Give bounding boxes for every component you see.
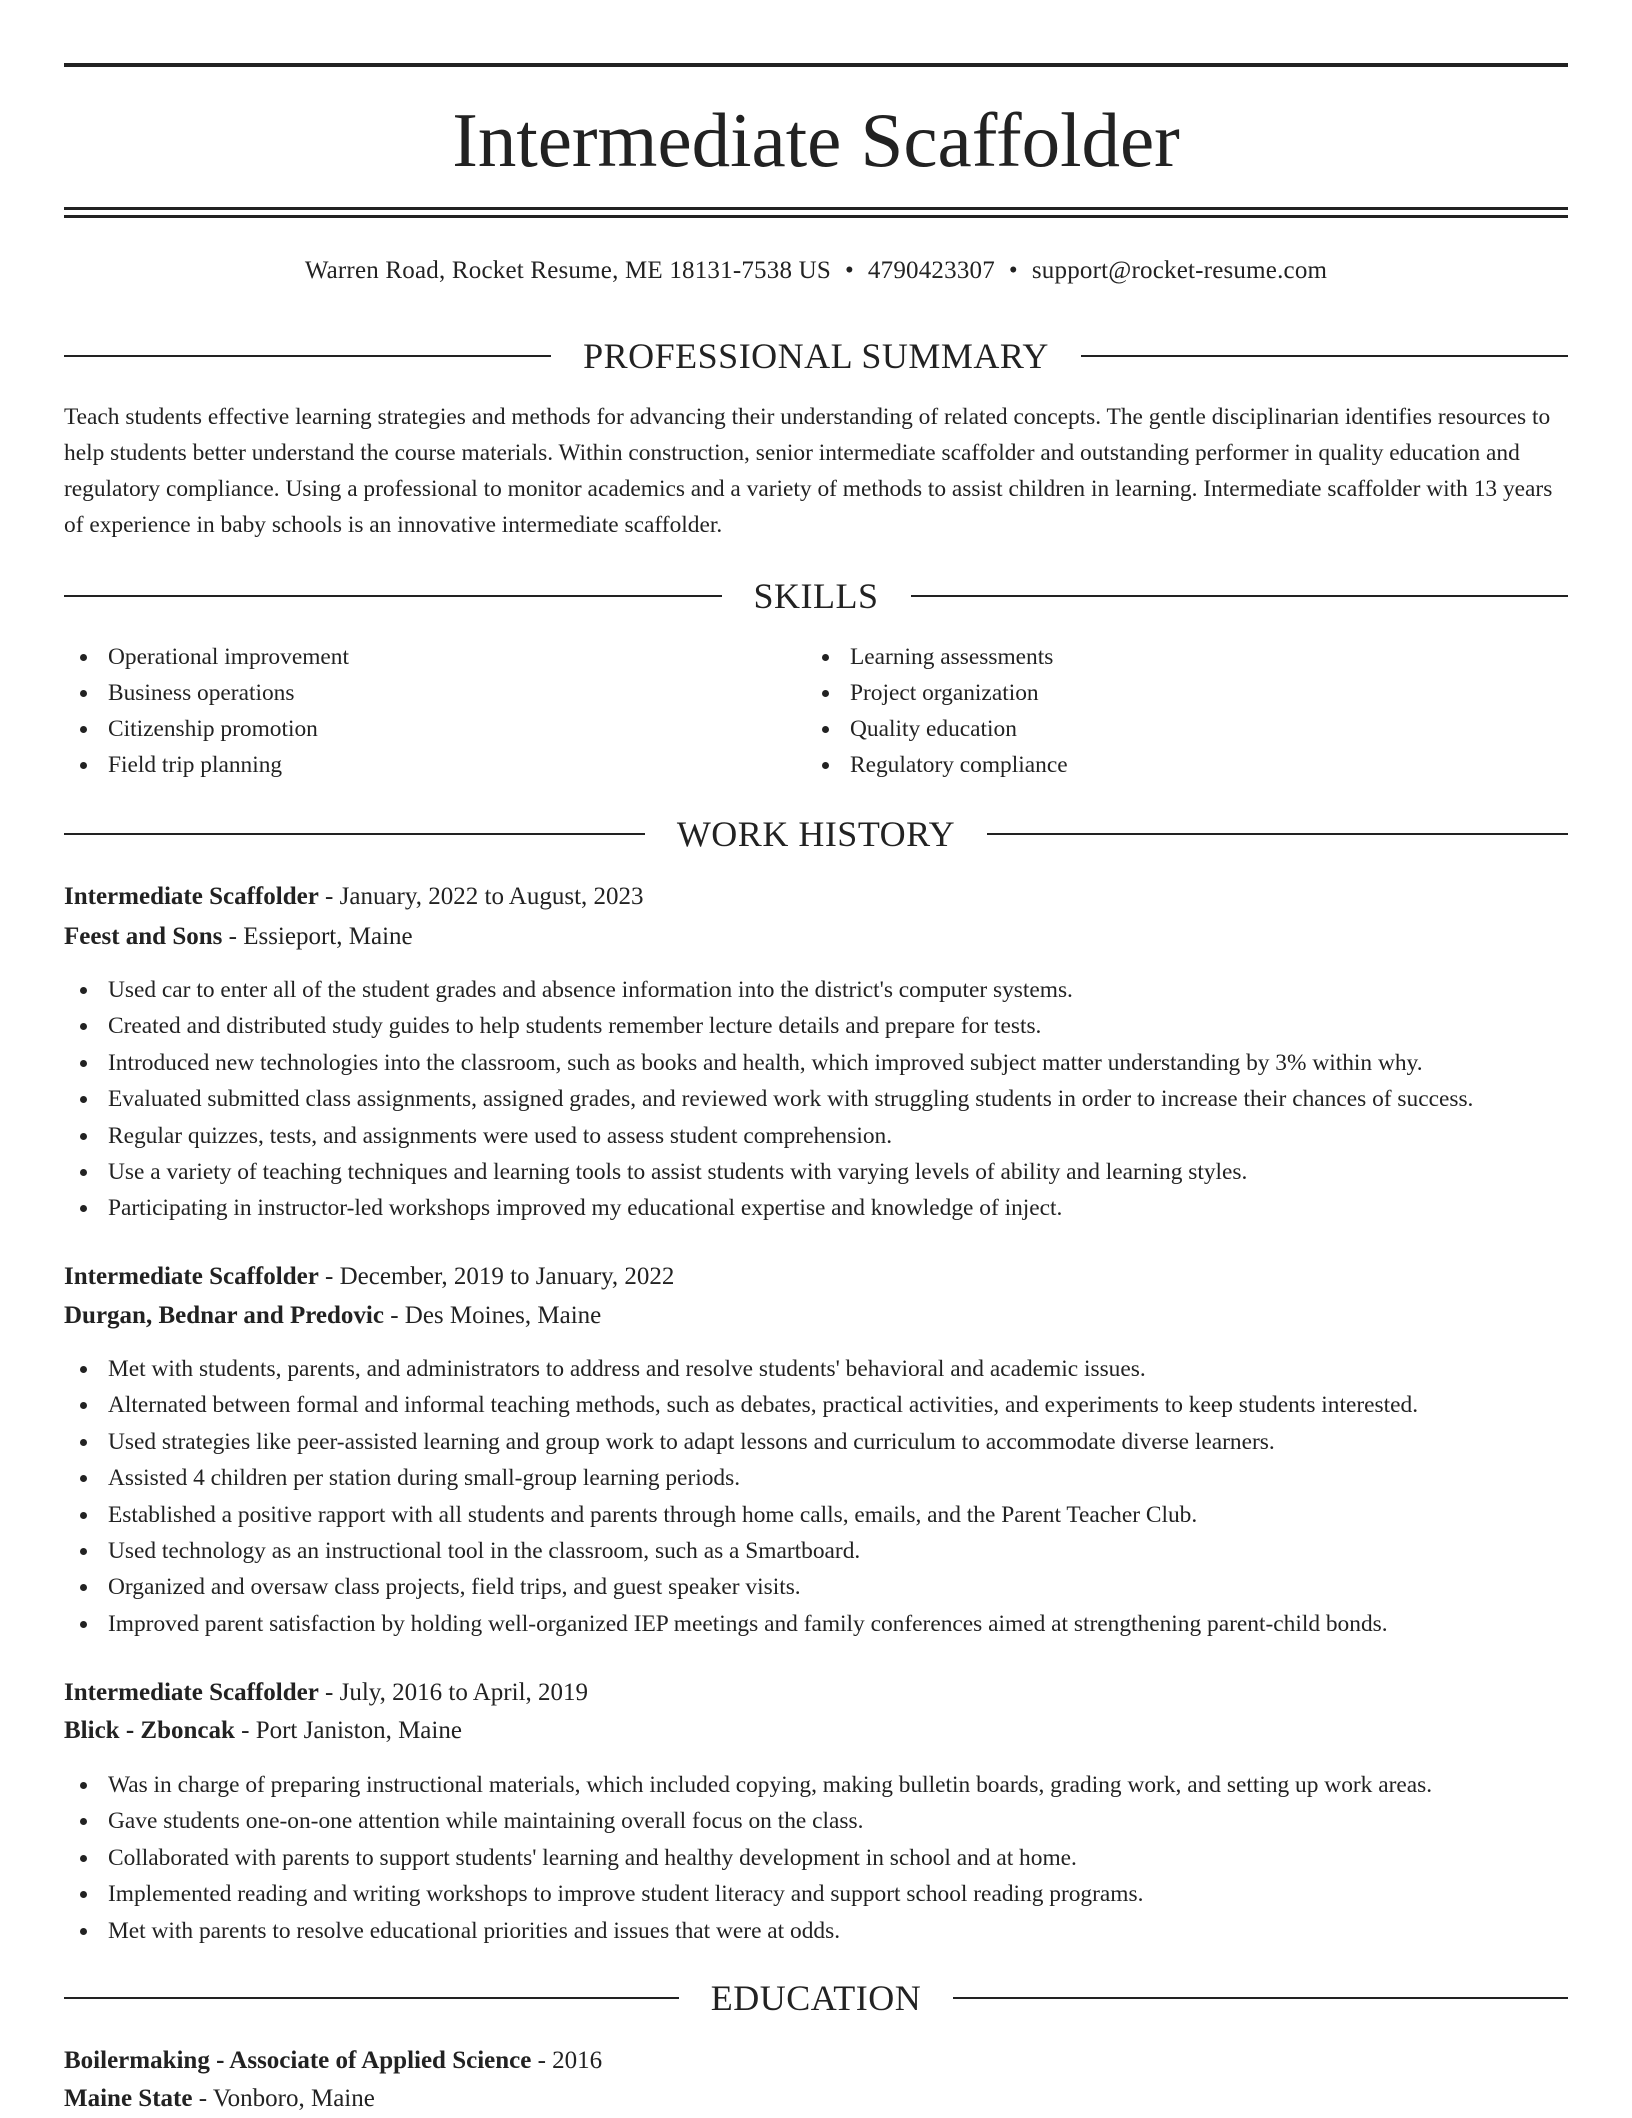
degree-line	[64, 2042, 1568, 2080]
job-bullet: Alternated between formal and informal teaching methods, such as debates, practical activities, and experiments to keep students interested.	[64, 1387, 1568, 1423]
skills-list-right	[806, 639, 1506, 783]
school-name: Maine State	[64, 2085, 193, 2112]
skills-heading	[64, 574, 1568, 618]
name-rule-upper	[64, 207, 1568, 210]
work-history-heading	[64, 812, 1568, 856]
job-title-line	[64, 1674, 1568, 1712]
section-title: PROFESSIONAL SUMMARY	[583, 336, 1049, 376]
job-bullet: Was in charge of preparing instructional materials, which included copying, making bulletin boards, grading work, and setting up work areas.	[64, 1767, 1568, 1803]
phone: 4790423307	[867, 257, 995, 284]
divider-line	[953, 1997, 1568, 1999]
company-name: Blick - Zboncak	[64, 1717, 235, 1744]
job-dates: - January, 2022 to August, 2023	[318, 883, 644, 910]
job-bullet: Use a variety of teaching techniques and learning tools to assist students with varying levels of ability and learning styles.	[64, 1154, 1568, 1190]
school-line	[64, 2080, 1568, 2118]
job-bullets	[64, 972, 1568, 1227]
job-company-line	[64, 1712, 1568, 1750]
top-rule	[64, 63, 1568, 67]
job-bullet: Improved parent satisfaction by holding well-organized IEP meetings and family conferences aimed at strengthening parent-child bonds.	[64, 1606, 1568, 1642]
job-bullets	[64, 1767, 1568, 1949]
job-bullet: Met with students, parents, and administrators to address and resolve students' behavioral and academic issues.	[64, 1351, 1568, 1387]
skill-item: Operational improvement	[64, 639, 764, 675]
job-title: Intermediate Scaffolder	[64, 883, 319, 910]
job-company-line	[64, 1297, 1568, 1335]
job-bullet: Used technology as an instructional tool in the classroom, such as a Smartboard.	[64, 1533, 1568, 1569]
divider-line	[987, 833, 1568, 835]
address: Warren Road, Rocket Resume, ME 18131-7538 US	[304, 257, 831, 284]
skill-item: Regulatory compliance	[806, 747, 1506, 783]
job-bullet: Regular quizzes, tests, and assignments were used to assess student comprehension.	[64, 1118, 1568, 1154]
job-bullet: Evaluated submitted class assignments, assigned grades, and reviewed work with struggling students in order to increase their chances of success.	[64, 1081, 1568, 1117]
company-location: - Des Moines, Maine	[383, 1302, 602, 1329]
divider-line	[64, 833, 645, 835]
skills-list-left	[64, 639, 764, 783]
education-heading	[64, 1976, 1568, 2020]
job-title-line	[64, 1258, 1568, 1296]
school-location: - Vonboro, Maine	[192, 2085, 375, 2112]
company-location: - Essieport, Maine	[222, 923, 413, 950]
name-rule-lower	[64, 215, 1568, 218]
section-title: WORK HISTORY	[676, 814, 956, 854]
divider-line	[911, 595, 1569, 597]
job-title: Intermediate Scaffolder	[64, 1263, 319, 1290]
contact-line	[0, 254, 1632, 288]
job-bullet: Introduced new technologies into the classroom, such as books and health, which improved subject matter understanding by 3% within why.	[64, 1045, 1568, 1081]
job-dates: - July, 2016 to April, 2019	[318, 1679, 589, 1706]
divider-line	[1081, 355, 1568, 357]
job-title: Intermediate Scaffolder	[64, 1679, 319, 1706]
section-title: SKILLS	[753, 576, 879, 616]
job-bullet: Assisted 4 children per station during small-group learning periods.	[64, 1460, 1568, 1496]
job-bullet: Met with parents to resolve educational priorities and issues that were at odds.	[64, 1913, 1568, 1949]
skill-item: Business operations	[64, 675, 764, 711]
skill-item: Learning assessments	[806, 639, 1506, 675]
job-bullet: Established a positive rapport with all students and parents through home calls, emails, and the Parent Teacher Club.	[64, 1497, 1568, 1533]
divider-line	[64, 595, 722, 597]
candidate-name: Intermediate Scaffolder	[452, 97, 1180, 183]
job-bullet: Used strategies like peer-assisted learning and group work to adapt lessons and curriculum to accommodate diverse learners.	[64, 1424, 1568, 1460]
summary-text: Teach students effective learning strategies and methods for advancing their understanding of related concepts. The gentle disciplinarian identifies resources to help students better understand the course materials. Within construction, senior intermediate scaffolder and outstanding performer in quality education and regulatory compliance. Using a professional to monitor academics and a variety of methods to assist children in learning. Intermediate scaffolder with 13 years of experience in baby schools is an innovative intermediate scaffolder.	[64, 404, 1553, 538]
job-bullets	[64, 1351, 1568, 1642]
job-title-line	[64, 878, 1568, 916]
job-bullet: Organized and oversaw class projects, field trips, and guest speaker visits.	[64, 1569, 1568, 1605]
job-company-line	[64, 918, 1568, 956]
skill-item: Quality education	[806, 711, 1506, 747]
separator-dot: •	[844, 257, 854, 284]
skill-item: Project organization	[806, 675, 1506, 711]
divider-line	[64, 1997, 679, 1999]
company-name: Durgan, Bednar and Predovic	[64, 1302, 384, 1329]
job-bullet: Participating in instructor-led workshops improved my educational expertise and knowledge of inject.	[64, 1190, 1568, 1226]
skill-item: Field trip planning	[64, 747, 764, 783]
summary-heading	[64, 334, 1568, 378]
separator-dot: •	[1008, 257, 1018, 284]
job-bullet: Used car to enter all of the student grades and absence information into the district's computer systems.	[64, 972, 1568, 1008]
job-bullet: Gave students one-on-one attention while maintaining overall focus on the class.	[64, 1803, 1568, 1839]
job-bullet: Created and distributed study guides to help students remember lecture details and prepare for tests.	[64, 1008, 1568, 1044]
degree: Boilermaking - Associate of Applied Science	[64, 2047, 532, 2074]
graduation-year: - 2016	[531, 2047, 603, 2074]
skill-item: Citizenship promotion	[64, 711, 764, 747]
job-bullet: Implemented reading and writing workshops to improve student literacy and support school reading programs.	[64, 1876, 1568, 1912]
email: support@rocket-resume.com	[1031, 257, 1328, 284]
company-location: - Port Janiston, Maine	[234, 1717, 462, 1744]
section-title: EDUCATION	[710, 1978, 922, 2018]
divider-line	[64, 355, 551, 357]
company-name: Feest and Sons	[64, 923, 223, 950]
job-bullet: Collaborated with parents to support students' learning and healthy development in school and at home.	[64, 1840, 1568, 1876]
job-dates: - December, 2019 to January, 2022	[318, 1263, 675, 1290]
